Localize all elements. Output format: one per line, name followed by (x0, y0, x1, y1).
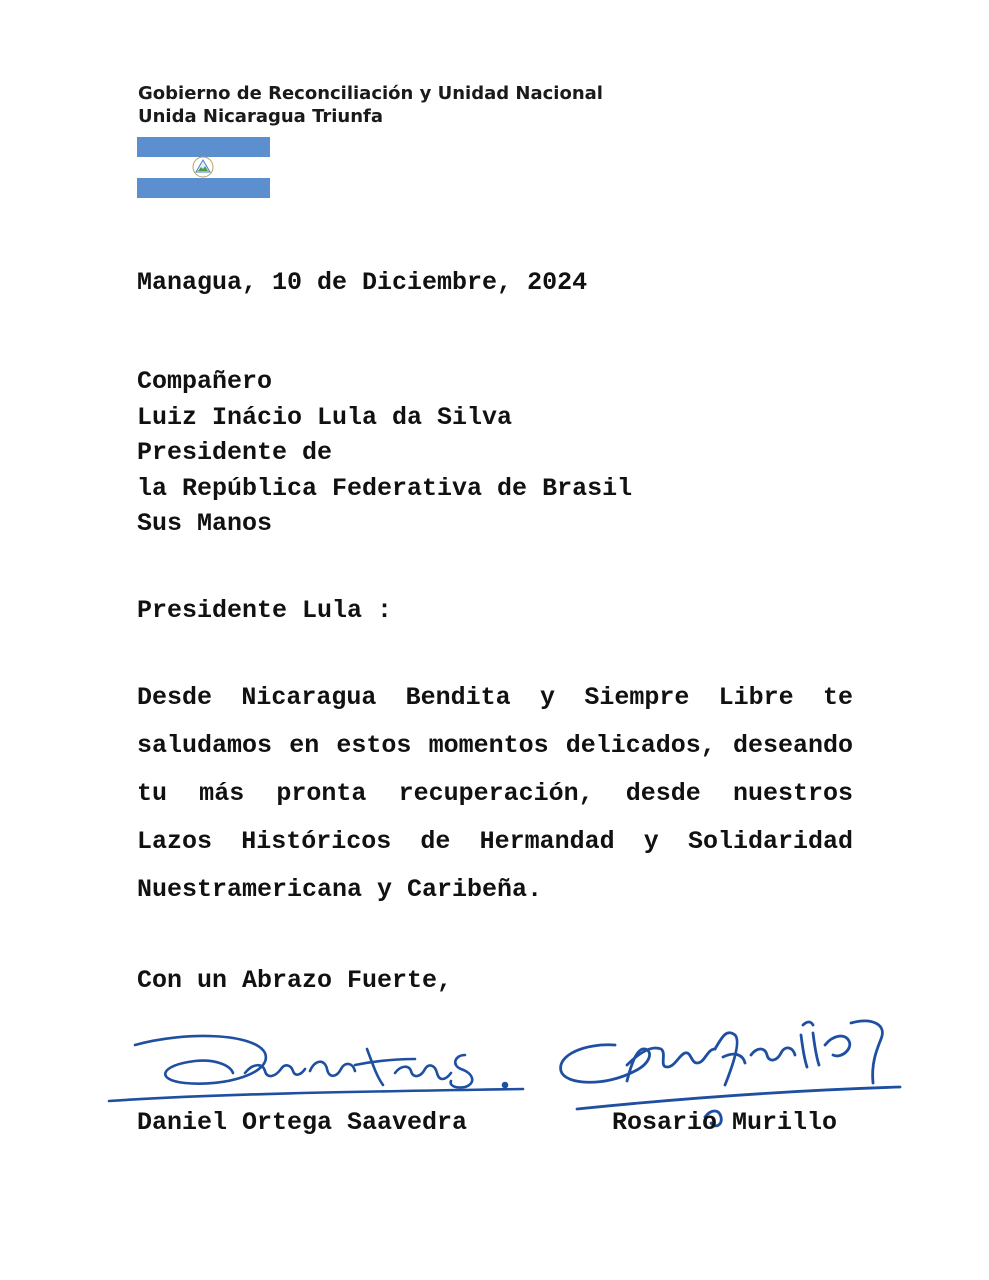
government-header (138, 82, 603, 128)
addressee-line: Compañero (137, 367, 273, 396)
signatory-name-rosario-murillo: Rosario Murillo (612, 1108, 838, 1137)
letter-body: Desde Nicaragua Bendita y Siempre Libre te saludamos en estos momentos delicados, deseando tu más pronta recuperación, desde nuestros Lazos Históricos de Hermandad y Solidaridad Nuestramericana y Caribeña. (137, 683, 853, 904)
flag-top-band (137, 137, 270, 157)
flag-middle-band (137, 157, 270, 177)
addressee-line: Presidente de (137, 438, 333, 467)
closing: Con un Abrazo Fuerte, (137, 966, 453, 995)
coat-of-arms-icon (192, 156, 214, 178)
salutation: Presidente Lula : (137, 596, 393, 625)
addressee-line: Sus Manos (137, 509, 273, 538)
signature-daniel-ortega (105, 1025, 525, 1110)
addressee-line: Luiz Inácio Lula da Silva (137, 402, 513, 432)
nicaragua-flag-icon (137, 137, 270, 198)
government-slogan: Unida Nicaragua Triunfa (138, 106, 384, 127)
signatory-name-daniel-ortega: Daniel Ortega Saavedra (137, 1108, 468, 1137)
government-name: Gobierno de Reconciliación y Unidad Nacional (138, 83, 603, 104)
letter-date: Managua, 10 de Diciembre, 2024 (137, 268, 588, 297)
flag-bottom-band (137, 178, 270, 198)
addressee-line: la República Federativa de Brasil (137, 473, 633, 503)
addressee-block (137, 364, 632, 542)
